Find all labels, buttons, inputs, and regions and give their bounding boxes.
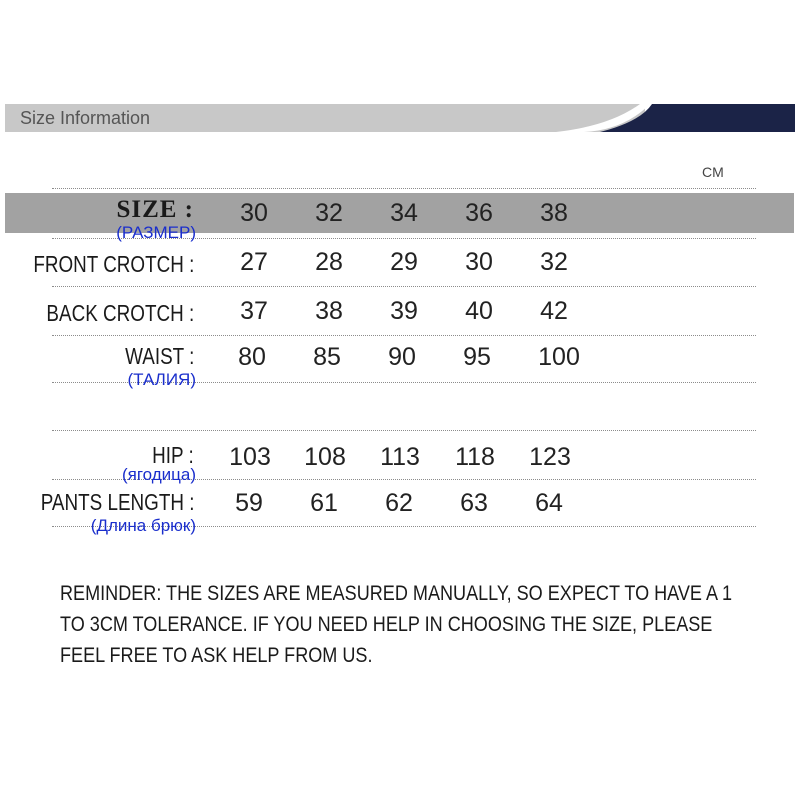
front-crotch-value: 28 — [315, 248, 343, 276]
waist-value: 100 — [538, 343, 580, 371]
row-sublabel-hip: (ягодица) — [121, 465, 196, 484]
reminder-note: REMINDER: THE SIZES ARE MEASURED MANUALLY, SO EXPECT TO HAVE A 1 TO 3CM TOLERANCE. IF YOU NEED HELP IN CHOOSING THE SIZE, PLEASE FEEL FREE TO ASK HELP FROM US. — [60, 582, 733, 667]
back-crotch-value: 38 — [315, 297, 343, 325]
front-crotch-value: 27 — [240, 248, 268, 276]
size-value: 36 — [465, 199, 493, 227]
back-crotch-value: 37 — [240, 297, 268, 325]
size-value: 32 — [315, 199, 343, 227]
size-value: 34 — [390, 199, 418, 227]
front-crotch-value: 29 — [390, 248, 418, 276]
pants-length-value: 59 — [235, 489, 263, 517]
row-label-front-crotch: FRONT CROTCH : — [32, 251, 194, 277]
waist-value: 95 — [463, 343, 491, 371]
row-sublabel-waist: (ТАЛИЯ) — [127, 370, 196, 389]
pants-length-value: 62 — [385, 489, 413, 517]
row-label-waist: WAIST : — [124, 343, 194, 369]
hip-value: 118 — [455, 443, 495, 471]
hip-value: 108 — [304, 443, 346, 471]
size-value: 30 — [240, 199, 268, 227]
waist-value: 85 — [313, 343, 341, 371]
size-value: 38 — [540, 199, 568, 227]
dotted-divider — [52, 430, 756, 431]
section-title: Size Information — [20, 108, 151, 128]
row-label-hip: HIP : — [152, 442, 194, 468]
row-label-size: SIZE : — [116, 196, 194, 223]
dotted-divider — [52, 286, 756, 287]
unit-label: CM — [702, 164, 724, 180]
dotted-divider — [52, 188, 756, 189]
back-crotch-value: 39 — [390, 297, 418, 325]
row-sublabel-size: (РАЗМЕР) — [116, 223, 196, 242]
pants-length-value: 63 — [460, 489, 488, 517]
hip-value: 113 — [380, 443, 420, 471]
pants-length-value: 64 — [535, 489, 563, 517]
waist-value: 80 — [238, 343, 266, 371]
hip-value: 103 — [229, 443, 271, 471]
hip-value: 123 — [529, 443, 571, 471]
row-label-back-crotch: BACK CROTCH : — [46, 300, 194, 326]
back-crotch-value: 42 — [540, 297, 568, 325]
waist-value: 90 — [388, 343, 416, 371]
pants-length-value: 61 — [310, 489, 338, 517]
front-crotch-value: 32 — [540, 248, 568, 276]
back-crotch-value: 40 — [465, 297, 493, 325]
dotted-divider — [52, 335, 756, 336]
row-sublabel-pants-length: (Длина брюк) — [90, 516, 196, 535]
front-crotch-value: 30 — [465, 248, 493, 276]
row-label-pants-length: PANTS LENGTH : — [40, 489, 194, 515]
